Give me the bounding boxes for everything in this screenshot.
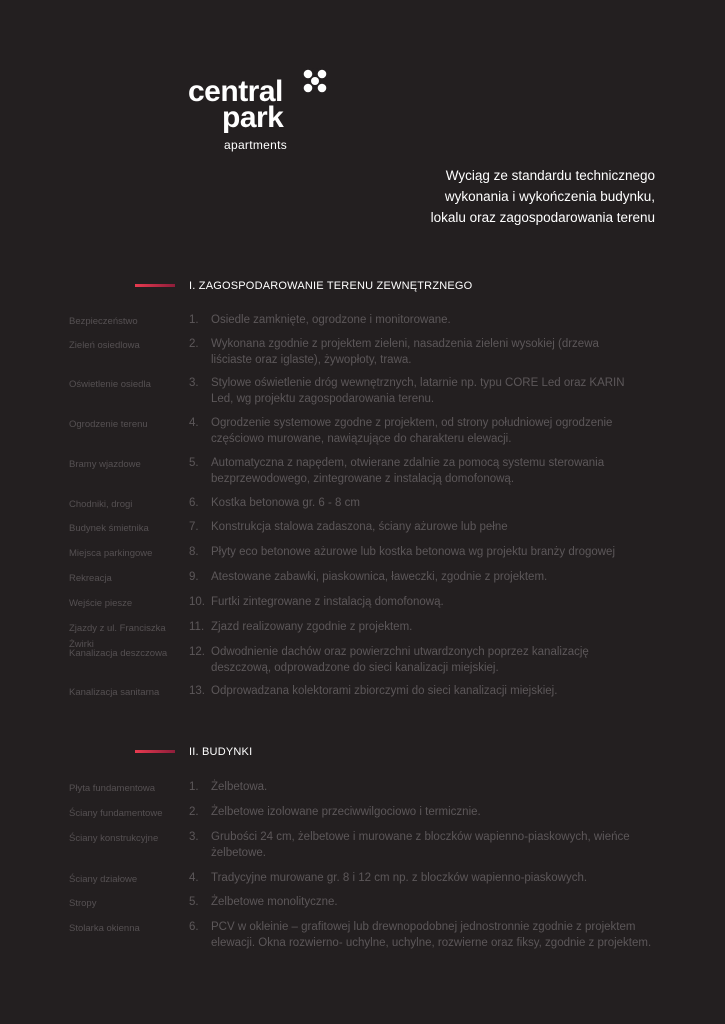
item-description-line: Żelbetowa. [211, 781, 268, 793]
item-number: 13. [189, 685, 205, 697]
item-number: 1. [189, 314, 199, 326]
item-description [211, 496, 661, 512]
item-label: Bramy wjazdowe [69, 459, 141, 470]
item-label: Stropy [69, 898, 97, 909]
item-description [211, 830, 661, 861]
item-number: 4. [189, 872, 199, 884]
item-number: 5. [189, 457, 199, 469]
item-description [211, 595, 661, 611]
item-number: 1. [189, 781, 199, 793]
item-description-line: Płyty eco betonowe ażurowe lub kostka betonowa wg projektu branży drogowej [211, 546, 616, 558]
item-description [211, 895, 661, 911]
item-label: Ogrodzenie terenu [69, 419, 148, 430]
item-description-line: Grubości 24 cm, żelbetowe i murowane z bloczków wapienno-piaskowych, wieńce [211, 831, 630, 843]
item-number: 2. [189, 338, 199, 350]
item-description [211, 780, 661, 796]
title-line: wykonania i wykończenia budynku, [444, 189, 655, 204]
item-description-line: Konstrukcja stalowa zadaszona, ściany ażurowe lub pełne [211, 521, 508, 533]
item-number: 5. [189, 896, 199, 908]
item-description-line: Żelbetowe monolityczne. [211, 896, 338, 908]
item-label: Budynek śmietnika [69, 523, 149, 534]
item-number: 10. [189, 596, 205, 608]
item-number: 3. [189, 377, 199, 389]
item-number: 8. [189, 546, 199, 558]
item-description-line: Led, wg projektu zagospodarowania terenu. [211, 392, 435, 405]
item-description-line: PCV w okleinie – grafitowej lub drewnopodobnej jednostronnie zgodnie z projektem [211, 921, 636, 933]
item-description [211, 520, 661, 536]
section-accent-bar [135, 284, 175, 287]
item-description-line: Odwodnienie dachów oraz powierzchni utwardzonych poprzez kanalizację [211, 646, 589, 658]
item-label: Miejsca parkingowe [69, 548, 153, 559]
section-title: II. BUDYNKI [189, 746, 253, 758]
item-description [211, 376, 661, 407]
item-description [211, 920, 661, 951]
item-description-line: Automatyczna z napędem, otwierane zdalnie za pomocą systemu sterowania [211, 457, 605, 469]
document-title [315, 165, 655, 228]
logo-park: park [222, 101, 284, 134]
item-number: 4. [189, 417, 199, 429]
item-description-line: Kostka betonowa gr. 6 - 8 cm [211, 497, 360, 509]
item-number: 3. [189, 831, 199, 843]
item-description-line: Odprowadzana kolektorami zbiorczymi do sieci kanalizacji miejskiej. [211, 685, 558, 697]
logo-central: central [188, 75, 283, 108]
four-petal-cross-icon [302, 68, 328, 94]
item-number: 7. [189, 521, 199, 533]
item-description-line: liściaste oraz iglaste), żywopłoty, trawa. [211, 353, 412, 366]
item-number: 6. [189, 497, 199, 509]
item-description-line: Ogrodzenie systemowe zgodne z projektem, od strony południowej ogrodzenie [211, 417, 613, 429]
item-description-line: Stylowe oświetlenie dróg wewnętrznych, latarnie np. typu CORE Led oraz KARIN [211, 377, 625, 389]
item-description-line: Osiedle zamknięte, ogrodzone i monitorowane. [211, 314, 451, 326]
item-label: Zjazdy z ul. Franciszka Żwirki [69, 623, 166, 650]
item-description-line: Żelbetowe izolowane przeciwwilgociowo i termicznie. [211, 806, 481, 818]
item-description-line: częściowo murowane, nawiązujące do charakteru elewacji. [211, 432, 512, 445]
item-description [211, 456, 661, 487]
item-label: Rekreacja [69, 573, 112, 584]
item-description [211, 416, 661, 447]
item-description [211, 545, 661, 561]
item-number: 2. [189, 806, 199, 818]
title-line: lokalu oraz zagospodarowania terenu [430, 210, 655, 225]
section-title: I. ZAGOSPODAROWANIE TERENU ZEWNĘTRZNEGO [189, 280, 473, 292]
item-description-line: elewacji. Okna rozwierno- uchylne, uchylne, rozwierne oraz fiksy, zgodnie z projektem. [211, 936, 652, 949]
item-description [211, 805, 661, 821]
item-description-line: bezprzewodowego, zintegrowane z instalacją domofonową. [211, 472, 515, 485]
item-label: Zieleń osiedlowa [69, 340, 140, 351]
item-label: Ściany konstrukcyjne [69, 833, 159, 844]
item-description [211, 313, 661, 329]
item-number: 12. [189, 646, 205, 658]
item-description-line: Zjazd realizowany zgodnie z projektem. [211, 621, 413, 633]
item-description-line: żelbetowe. [211, 846, 266, 859]
item-description [211, 337, 661, 368]
item-label: Stolarka okienna [69, 923, 140, 934]
item-description-line: Furtki zintegrowane z instalacją domofonową. [211, 596, 444, 608]
item-number: 11. [189, 621, 205, 633]
title-line: Wyciąg ze standardu technicznego [445, 168, 655, 183]
item-description-line: Atestowane zabawki, piaskownica, ławeczki, zgodnie z projektem. [211, 571, 548, 583]
item-description-line: deszczową, odprowadzone do sieci kanalizacji miejskiej. [211, 661, 499, 674]
item-label: Ściany fundamentowe [69, 808, 163, 819]
item-label: Chodniki, drogi [69, 499, 133, 510]
item-number: 6. [189, 921, 199, 933]
item-label: Oświetlenie osiedla [69, 379, 151, 390]
item-label: Wejście piesze [69, 598, 133, 609]
logo-apartments: apartments [224, 138, 288, 152]
item-label: Kanalizacja deszczowa [69, 648, 168, 659]
item-description [211, 684, 661, 700]
section-header [0, 744, 725, 762]
item-description-line: Wykonana zgodnie z projektem zieleni, nasadzenia zieleni wysokiej (drzewa [211, 338, 599, 350]
item-label: Płyta fundamentowa [69, 783, 156, 794]
item-description [211, 645, 661, 676]
item-label: Ściany działowe [69, 874, 138, 885]
item-description [211, 570, 661, 586]
section-header [0, 278, 725, 296]
item-description [211, 871, 661, 887]
item-description [211, 620, 661, 636]
item-label: Kanalizacja sanitarna [69, 687, 160, 698]
section-accent-bar [135, 750, 175, 753]
item-label: Bezpieczeństwo [69, 316, 138, 327]
item-number: 9. [189, 571, 199, 583]
item-description-line: Tradycyjne murowane gr. 8 i 12 cm np. z bloczków wapienno-piaskowych. [211, 872, 588, 884]
